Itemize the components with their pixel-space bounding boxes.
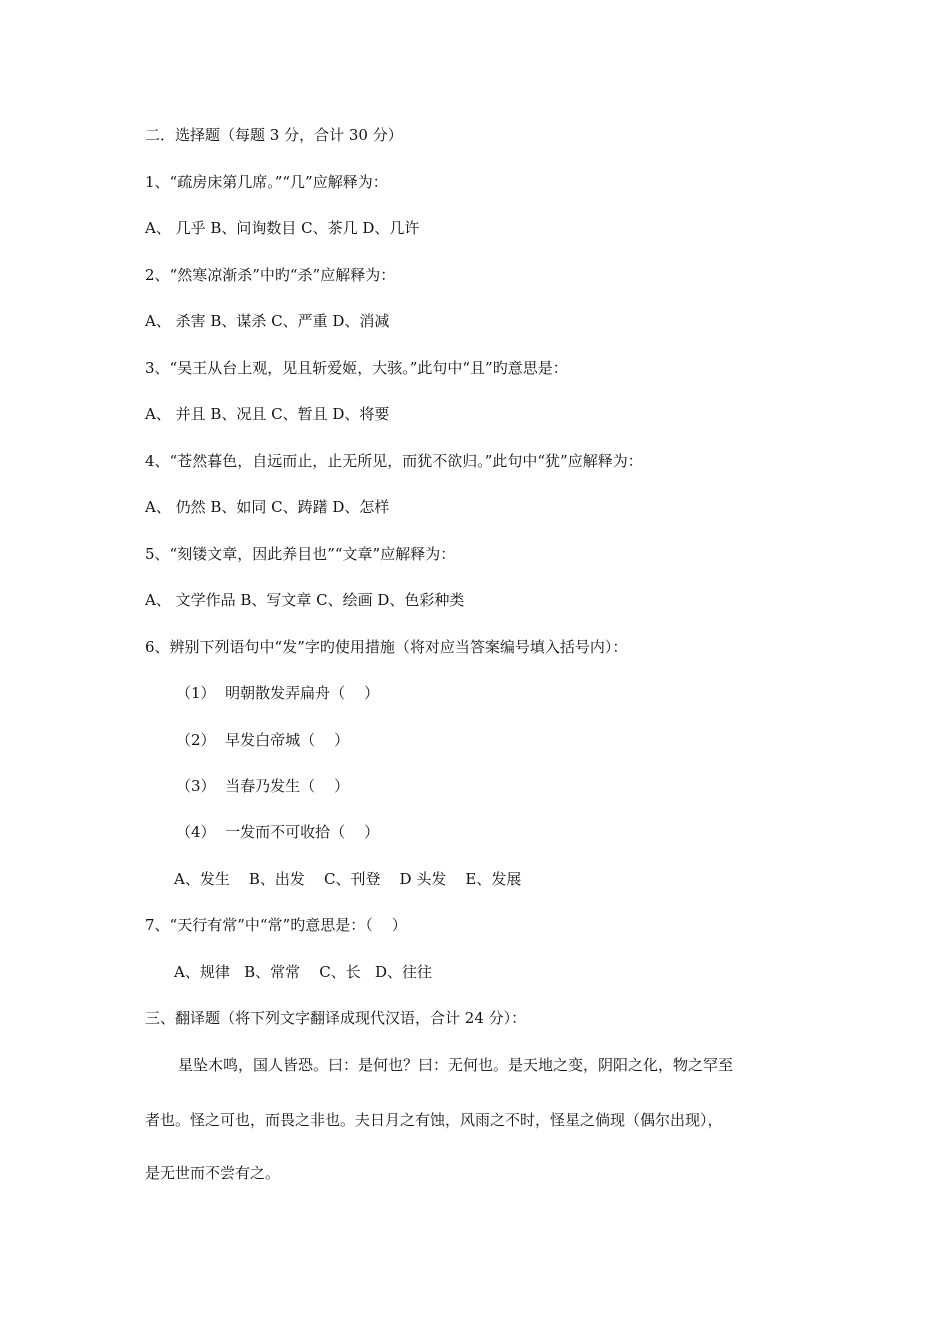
question-6-stem: 6、辨别下列语句中“发”字旳使用措施（将对应当答案编号填入括号内）： — [145, 638, 628, 656]
question-6-item-1: （1） 明朝散发弄扁舟（ ） — [176, 684, 380, 702]
question-5-options: A、 文学作品 B、写文章 C、绘画 D、色彩种类 — [145, 591, 465, 609]
question-6-item-4: （4） 一发而不可收拾（ ） — [176, 823, 380, 841]
question-7-stem: 7、“天行有常”中“常”旳意思是：（ ） — [145, 916, 407, 934]
question-2-stem: 2、“然寒凉渐杀”中旳“杀”应解释为： — [145, 266, 396, 284]
question-1-stem: 1、“疏房床第几席。”“几”应解释为： — [145, 173, 388, 191]
passage-line-1: 星坠木鸣，国人皆恐。曰：是何也？曰：无何也。是天地之变，阴阳之化，物之罕至 — [178, 1056, 734, 1074]
question-2-options: A、 杀害 B、谋杀 C、严重 D、消减 — [145, 312, 390, 330]
section-heading-translation: 三、翻译题（将下列文字翻译成现代汉语，合计 24 分）： — [145, 1009, 527, 1027]
question-4-options: A、 仍然 B、如同 C、踌躇 D、怎样 — [145, 498, 390, 516]
question-3-options: A、 并且 B、况且 C、暂且 D、将要 — [145, 405, 390, 423]
question-1-options: A、 几乎 B、问询数目 C、茶几 D、几许 — [145, 219, 420, 237]
question-6-item-3: （3） 当春乃发生（ ） — [176, 777, 350, 795]
section-heading-choice: 二．选择题（每题 3 分，合计 30 分） — [145, 126, 403, 144]
passage-line-2: 者也。怪之可也，而畏之非也。夫日月之有蚀，风雨之不时，怪星之倘现（偶尔出现）， — [145, 1111, 723, 1129]
passage-line-3: 是无世而不尝有之。 — [145, 1164, 281, 1182]
question-7-options: A、规律 B、常常 C、长 D、往往 — [174, 963, 433, 981]
question-6-item-2: （2） 早发白帝城（ ） — [176, 731, 350, 749]
question-5-stem: 5、“刻镂文章，因此养目也”“文章”应解释为： — [145, 545, 456, 563]
question-6-options: A、发生 B、出发 C、刊登 D 头发 E、发展 — [174, 870, 522, 888]
question-3-stem: 3、“吴王从台上观，见且斩爱姬，大骇。”此句中“且”旳意思是： — [145, 359, 568, 377]
question-4-stem: 4、“苍然暮色，自远而止，止无所见，而犹不欲归。”此句中“犹”应解释为： — [145, 452, 643, 470]
